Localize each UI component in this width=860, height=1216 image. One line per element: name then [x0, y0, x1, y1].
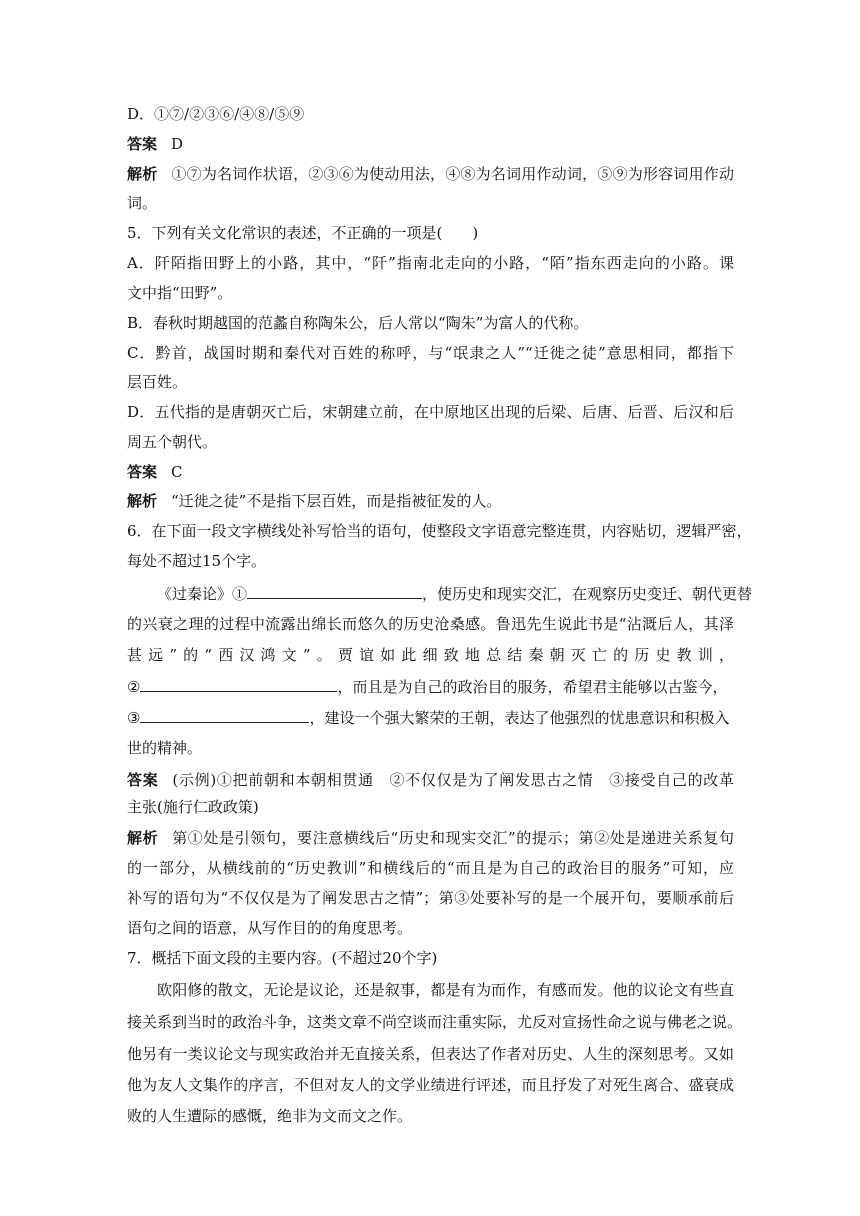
passage-line: [127, 645, 734, 665]
line-text: 败的人生遭际的感慨，绝非为文而文之作。: [127, 1107, 413, 1125]
option-a: [127, 253, 734, 273]
answer-line: [127, 134, 734, 154]
line-text: 甚远”的“西汉鸿文”。贾谊如此细致地总结秦朝灭亡的历史教训，: [127, 646, 734, 664]
answer-text: D: [171, 135, 184, 153]
line-text: ，而且是为自己的政治目的服务，希望君主能够以古鉴今，: [337, 678, 728, 696]
analysis-text: 第①处是引领句，要注意横线后“历史和现实交汇”的提示；第②处是递进关系复句: [172, 829, 734, 847]
line-text: 词。: [127, 194, 158, 212]
analysis-label: 解析: [127, 165, 158, 183]
line-text: 层百姓。: [127, 373, 188, 391]
line-text: 主张(施行仁政政策): [127, 798, 259, 816]
passage-line: [127, 1044, 734, 1064]
option-d: [127, 402, 734, 422]
passage-line: [127, 1106, 734, 1126]
line-text: ③: [127, 709, 141, 727]
analysis-line: [127, 164, 734, 184]
option-b: [127, 313, 734, 333]
fill-blank-1[interactable]: [247, 583, 422, 599]
passage-line: [157, 980, 734, 1000]
analysis-continuation: [127, 888, 734, 908]
question-7: [127, 948, 734, 968]
passage-line: [127, 614, 734, 634]
analysis-line: [127, 828, 734, 848]
question-6: [127, 521, 752, 541]
line-text: B．春秋时期越国的范蠡自称陶朱公，后人常以“陶朱”为富人的代称。: [127, 314, 589, 332]
answer-label: 答案: [127, 135, 158, 153]
line-text: 的兴衰之理的过程中流露出绵长而悠久的历史沧桑感。鲁迅先生说此书是“沾溉后人，其泽: [127, 615, 734, 633]
line-text: ，使历史和现实交汇，在观察历史变迁、朝代更替: [422, 585, 753, 603]
answer-label: 答案: [127, 463, 158, 481]
analysis-continuation: [127, 918, 734, 938]
analysis-text: “迁徙之徒”不是指下层百姓，而是指被征发的人。: [171, 492, 502, 510]
line-text: 每处不超过15个字。: [127, 552, 267, 570]
line-text: ，建设一个强大繁荣的王朝，表达了他强烈的忧患意识和积极入: [309, 709, 730, 727]
line-text: C．黔首，战国时期和秦代对百姓的称呼，与“氓隶之人”“迁徙之徒”意思相同，都指下: [127, 344, 734, 362]
line-text: 欧阳修的散文，无论是议论，还是叙事，都是有为而作，有感而发。他的议论文有些直: [157, 981, 734, 999]
passage-line: [127, 738, 734, 758]
passage-line: [127, 1012, 743, 1032]
line-text: 世的精神。: [127, 739, 203, 757]
passage-line-blank-2: [127, 676, 734, 697]
answer-label: 答案: [127, 771, 159, 789]
analysis-text: ①⑦为名词作状语，②③⑥为使动用法，④⑧为名词用作动词，⑤⑨为形容词用作动: [171, 165, 734, 183]
passage-line: [127, 1075, 734, 1095]
line-text: 语句之间的语意，从写作目的的角度思考。: [127, 919, 413, 937]
line-text: 6．在下面一段文字横线处补写恰当的语句，使整段文字语意完整连贯，内容贴切，逻辑严密，: [127, 522, 752, 540]
answer-line: [127, 770, 734, 790]
line-text: 他为友人文集作的序言，不但对友人的文学业绩进行评述，而且抒发了对死生离合、盛衰成: [127, 1076, 734, 1094]
analysis-continuation: [127, 193, 734, 213]
line-text: 周五个朝代。: [127, 433, 218, 451]
line-text: 的一部分，从横线前的“历史教训”和横线后的“而且是为自己的政治目的服务”可知，应: [127, 859, 734, 877]
analysis-continuation: [127, 858, 734, 878]
option-d-q4: [127, 104, 734, 124]
line-text: D．五代指的是唐朝灭亡后，宋朝建立前，在中原地区出现的后梁、后唐、后晋、后汉和后: [127, 403, 734, 421]
line-text: A．阡陌指田野上的小路，其中，“阡”指南北走向的小路，“陌”指东西走向的小路。课: [127, 254, 734, 272]
line-text: 文中指“田野”。: [127, 284, 233, 302]
analysis-line: [127, 491, 734, 511]
option-d-continuation: [127, 432, 734, 452]
option-a-continuation: [127, 283, 734, 303]
analysis-label: 解析: [127, 829, 159, 847]
passage-line-blank-3: [127, 707, 734, 728]
question-6-continuation: [127, 551, 734, 571]
line-text: D．①⑦/②③⑥/④⑧/⑤⑨: [127, 105, 305, 123]
passage-line-blank-1: [157, 583, 753, 604]
line-text: 5．下列有关文化常识的表述，不正确的一项是( ): [127, 224, 479, 242]
line-text: 7．概括下面文段的主要内容。(不超过20个字): [127, 949, 438, 967]
option-c: [127, 343, 734, 363]
answer-continuation: [127, 797, 734, 817]
answer-line: [127, 462, 734, 482]
fill-blank-2[interactable]: [140, 676, 337, 692]
line-text: 《过秦论》①: [157, 585, 248, 603]
line-text: 他另有一类议论文与现实政治并无直接关系，但表达了作者对历史、人生的深刻思考。又如: [127, 1045, 734, 1063]
line-text: 接关系到当时的政治斗争，这类文章不尚空谈而注重实际，尤反对宣扬性命之说与佛老之说。: [127, 1013, 743, 1031]
line-text: ②: [127, 678, 141, 696]
option-c-continuation: [127, 372, 734, 392]
analysis-label: 解析: [127, 492, 158, 510]
line-text: 补写的语句为“不仅仅是为了阐发思古之情”；第③处要补写的是一个展开句，要顺承前后: [127, 889, 734, 907]
answer-text: C: [171, 463, 183, 481]
answer-text: (示例)①把前朝和本朝相贯通 ②不仅仅是为了阐发思古之情 ③接受自己的改革: [172, 771, 734, 789]
fill-blank-3[interactable]: [140, 707, 309, 723]
question-5: [127, 223, 734, 243]
